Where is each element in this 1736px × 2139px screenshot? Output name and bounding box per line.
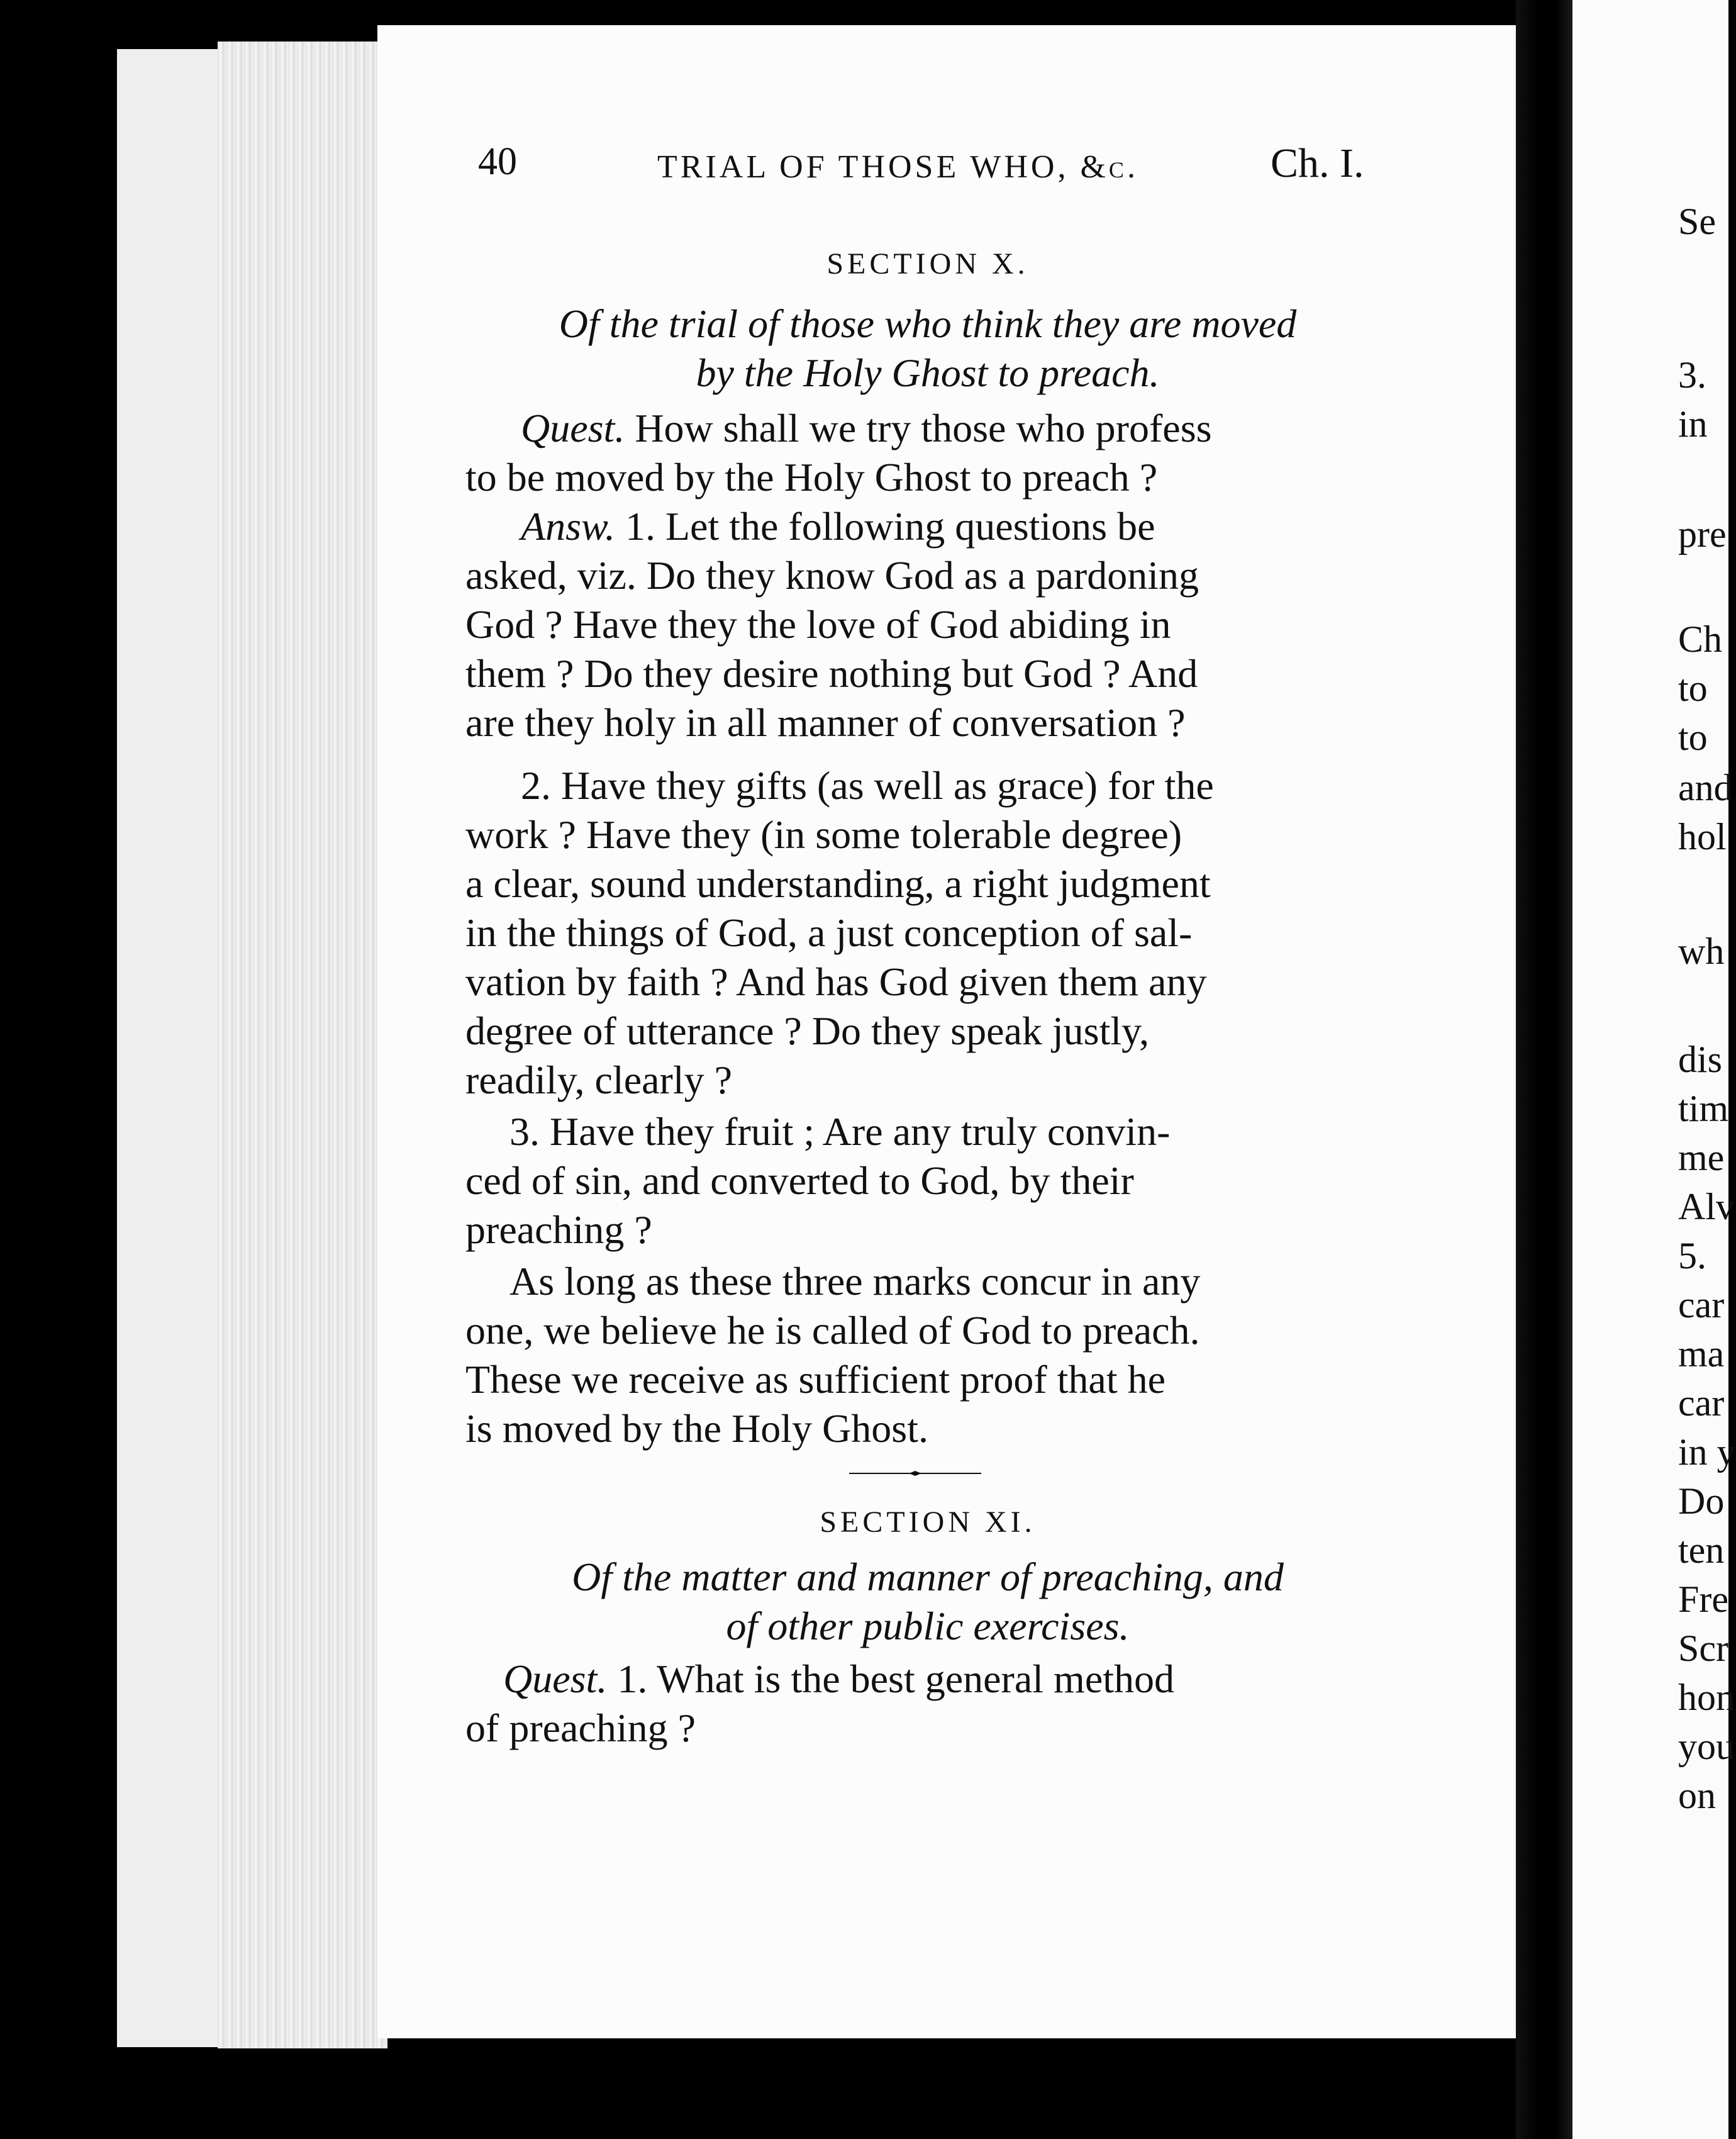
book-gutter [1516,0,1572,2139]
answer-line [465,503,1390,549]
facing-page-text: Fre [1678,1578,1728,1620]
body-line: vation by faith ? And has God given them any [465,959,1207,1004]
body-line: 2. Have they gifts (as well as grace) for the [521,763,1214,808]
body-line: degree of utterance ? Do they speak justly, [465,1008,1149,1053]
body-line: 3. Have they fruit ; Are any truly convin- [509,1109,1171,1154]
answer-label: Answ. [521,504,615,549]
body-line: are they holy in all manner of conversation ? [465,700,1186,745]
facing-page-text: Se [1678,201,1716,242]
section-x-title-line-2: by the Holy Ghost to preach. [696,350,1160,395]
body-line: These we receive as sufficient proof that he [465,1357,1166,1402]
facing-page-text: pre [1678,513,1727,555]
facing-page-text: 3. [1678,354,1706,396]
facing-page-text: Alv [1678,1186,1735,1227]
facing-page-text: tim [1678,1088,1729,1129]
question-xi-label: Quest. [503,1656,608,1701]
facing-page-text: in [1678,403,1708,445]
facing-page-text: Ch [1678,618,1723,660]
body-line: asked, viz. Do they know God as a pardoning [465,553,1199,598]
question-line-2: to be moved by the Holy Ghost to preach ? [465,455,1158,500]
facing-page-text: on [1678,1775,1716,1816]
section-xi-title-line-1: Of the matter and manner of preaching, and [572,1555,1284,1599]
body-line: As long as these three marks concur in any [509,1259,1201,1304]
question-xi-text: 1. What is the best general method [617,1656,1174,1701]
body-line: ced of sin, and converted to God, by their [465,1158,1134,1203]
body-line: is moved by the Holy Ghost. [465,1406,928,1451]
page-number: 40 [478,140,517,183]
body-line: God ? Have they the love of God abiding in [465,602,1171,647]
section-x-title-line-1: Of the trial of those who think they are moved [559,301,1297,346]
facing-page-text: me [1678,1137,1725,1178]
section-x-heading: SECTION X. [826,247,1029,281]
facing-page-text: Do [1678,1480,1725,1522]
facing-page-text: to [1678,667,1708,709]
facing-page-text: and [1678,767,1733,808]
running-title: TRIAL OF THOSE WHO, &c. [657,149,1138,185]
section-xi-heading: SECTION XI. [820,1505,1036,1539]
facing-page-text: 5. [1678,1235,1706,1276]
body-line: one, we believe he is called of God to preach. [465,1308,1200,1353]
body-line: preaching ? [465,1207,652,1252]
answer-text: 1. Let the following questions be [625,504,1155,549]
facing-page-text: ma [1678,1333,1725,1375]
question-text: How shall we try those who profess [635,406,1212,450]
facing-page-text: ten [1678,1529,1725,1571]
question-label: Quest. [521,406,625,450]
facing-page-text: Scr [1678,1628,1728,1669]
body-line: in the things of God, a just conception of sal- [465,910,1193,955]
section-divider [849,1471,981,1476]
facing-page-text: you [1678,1726,1735,1767]
question-xi-line [465,1656,1390,1701]
chapter-reference: Ch. I. [1271,140,1364,186]
body-line: work ? Have they (in some tolerable degree) [465,812,1182,857]
facing-page-text: hol [1678,816,1727,857]
page-edges [218,42,387,2048]
question-line [465,405,1390,450]
question-xi-line-2: of preaching ? [465,1706,696,1750]
facing-page-text: hon [1678,1677,1735,1718]
facing-page-text: dis [1678,1039,1723,1080]
section-xi-title-line-2: of other public exercises. [726,1604,1130,1648]
body-line: readily, clearly ? [465,1058,733,1102]
facing-page-text: car [1678,1382,1725,1424]
body-line: a clear, sound understanding, a right judgment [465,861,1211,906]
book-fore-edge [117,49,224,2047]
facing-page-text: to [1678,717,1708,758]
facing-page-text: in y [1678,1431,1736,1473]
facing-page-text: wh [1678,930,1725,972]
body-line: them ? Do they desire nothing but God ? And [465,651,1198,696]
facing-page-text: car [1678,1284,1725,1326]
